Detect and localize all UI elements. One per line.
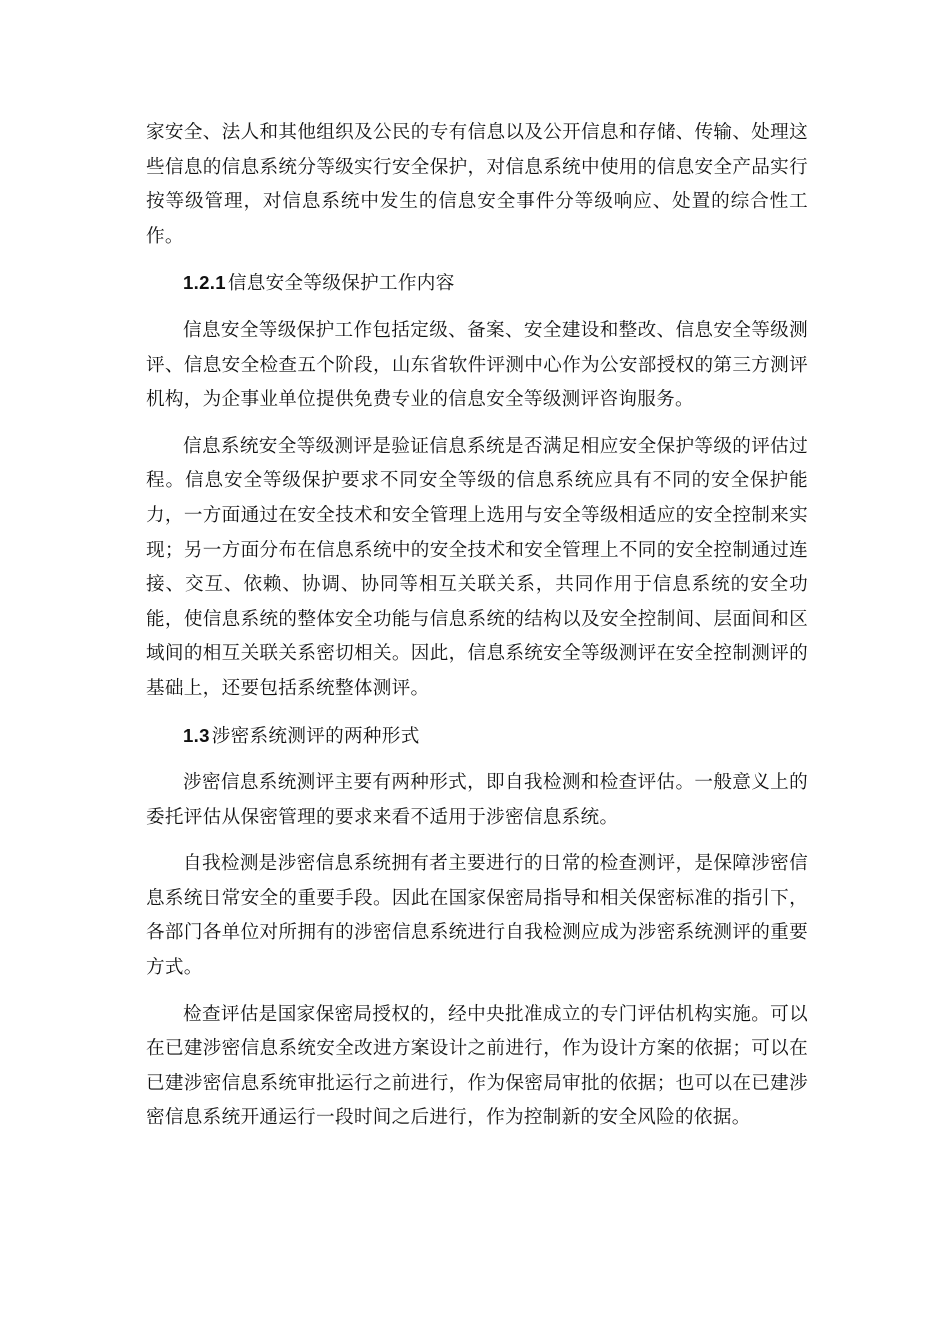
paragraph-grade-evaluation: 信息系统安全等级测评是验证信息系统是否满足相应安全保护等级的评估过程。信息安全等级保护要求不同安全等级的信息系统应具有不同的安全保护能力，一方面通过在安全技术和安全管理上选用与安全等级相适应的安全控制来实现；另一方面分布在信息系统中的安全技术和安全管理上不同的安全控制通过连接、交互、依赖、协调、协同等相互关联关系，共同作用于信息系统的安全功能，使信息系统的整体安全功能与信息系统的结构以及安全控制间、层面间和区域间的相互关联关系密切相关。因此，信息系统安全等级测评在安全控制测评的基础上，还要包括系统整体测评。 — [146, 435, 808, 699]
section-title: 涉密系统测评的两种形式 — [211, 725, 420, 747]
section-heading-1-2-1 — [146, 266, 808, 302]
paragraph-two-forms: 涉密信息系统测评主要有两种形式，即自我检测和检查评估。一般意义上的委托评估从保密管理的要求来看不适用于涉密信息系统。 — [146, 772, 808, 828]
document-page — [146, 116, 808, 1148]
paragraph-self-check: 自我检测是涉密信息系统拥有者主要进行的日常的检查测评，是保障涉密信息系统日常安全的重要手段。因此在国家保密局指导和相关保密标准的指引下，各部门各单位对所拥有的涉密信息系统进行自我检测应成为涉密系统测评的重要方式。 — [146, 853, 808, 979]
paragraph-inspection-evaluation: 检查评估是国家保密局授权的，经中央批准成立的专门评估机构实施。可以在已建涉密信息系统安全改进方案设计之前进行，作为设计方案的依据；可以在已建涉密信息系统审批运行之前进行，作为保密局审批的依据；也可以在已建涉密信息系统开通运行一段时间之后进行，作为控制新的安全风险的依据。 — [146, 1003, 808, 1129]
paragraph-continuation: 家安全、法人和其他组织及公民的专有信息以及公开信息和存储、传输、处理这些信息的信息系统分等级实行安全保护，对信息系统中使用的信息安全产品实行按等级管理，对信息系统中发生的信息安全事件分等级响应、处置的综合性工作。 — [146, 122, 808, 247]
section-number: 1.3 — [183, 724, 210, 746]
section-number: 1.2.1 — [183, 272, 226, 294]
section-title: 信息安全等级保护工作内容 — [227, 273, 455, 295]
section-heading-1-3 — [146, 719, 808, 755]
paragraph-work-content: 信息安全等级保护工作包括定级、备案、安全建设和整改、信息安全等级测评、信息安全检查五个阶段，山东省软件评测中心作为公安部授权的第三方测评机构，为企事业单位提供免费专业的信息安全等级测评咨询服务。 — [146, 319, 808, 411]
